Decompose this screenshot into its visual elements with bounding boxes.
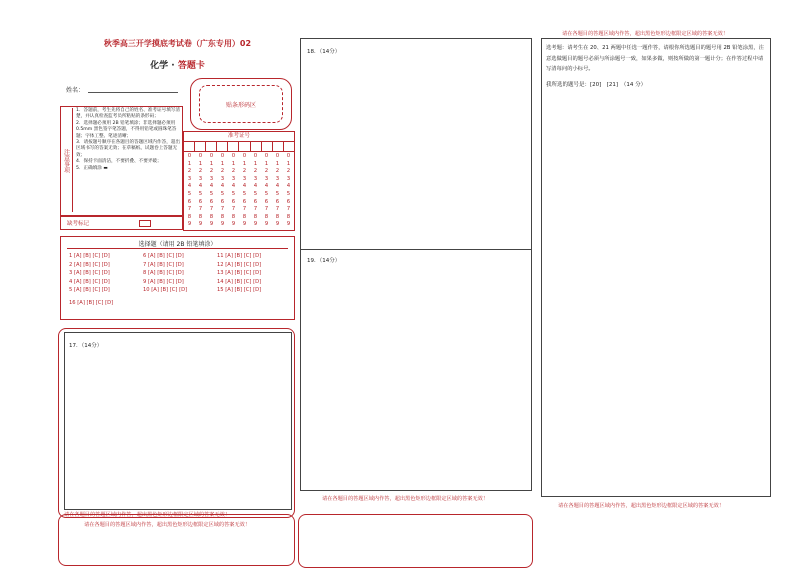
exam-number-bubble[interactable]: 5 xyxy=(264,190,269,197)
exam-number-bubble[interactable]: 9 xyxy=(187,221,192,228)
exam-number-bubble[interactable]: 1 xyxy=(242,160,247,167)
exam-number-bubble[interactable]: 4 xyxy=(264,183,269,190)
exam-number-column xyxy=(283,153,294,229)
exam-number-bubble[interactable]: 7 xyxy=(253,206,258,213)
exam-number-bubble[interactable]: 2 xyxy=(231,168,236,175)
choice-question-10[interactable]: 10 [A] [B] [C] [D] xyxy=(143,287,188,293)
title-separator: · xyxy=(171,61,175,71)
exam-number-bubble[interactable]: 7 xyxy=(242,206,247,213)
exam-number-bubble[interactable]: 1 xyxy=(231,160,236,167)
elective-answer-area[interactable] xyxy=(541,38,771,497)
exam-number-column xyxy=(228,153,239,229)
exam-title: 秋季高三开学摸底考试卷（广东专用）02 xyxy=(103,39,252,48)
exam-number-bubble[interactable]: 1 xyxy=(187,160,192,167)
exam-number-bubble[interactable]: 3 xyxy=(253,175,258,182)
choice-question-12[interactable]: 12 [A] [B] [C] [D] xyxy=(217,261,262,268)
exam-number-bubble[interactable]: 5 xyxy=(242,190,247,197)
notes-label: 注意事项 xyxy=(62,148,70,173)
exam-number-label: 准考证号 xyxy=(184,132,294,142)
exam-number-bubble[interactable]: 1 xyxy=(198,160,203,167)
exam-number-bubble[interactable]: 2 xyxy=(220,168,225,175)
exam-number-bubble[interactable]: 4 xyxy=(187,183,192,190)
absent-checkbox[interactable] xyxy=(139,220,151,227)
multiple-choice-title: 选择题（请用 2B 铅笔填涂） xyxy=(138,241,217,248)
exam-number-bubble[interactable]: 0 xyxy=(242,153,247,159)
exam-number-bubble[interactable]: 0 xyxy=(231,153,236,159)
barcode-label: 贴条形码区 xyxy=(199,85,283,123)
exam-number-column xyxy=(195,153,206,229)
exam-number-bubble[interactable]: 8 xyxy=(242,213,247,220)
exam-number-bubble[interactable]: 8 xyxy=(264,213,269,220)
exam-number-bubble[interactable]: 2 xyxy=(253,168,258,175)
exam-number-bubble[interactable]: 1 xyxy=(264,160,269,167)
name-field[interactable] xyxy=(88,92,178,93)
exam-number-column xyxy=(239,153,250,229)
answer-card-label: 答题卡 xyxy=(177,61,205,71)
exam-number-bubble[interactable]: 5 xyxy=(275,190,280,197)
exam-number-bubbles xyxy=(184,153,294,229)
exam-number-cell[interactable] xyxy=(262,141,273,151)
exam-number-column xyxy=(272,153,283,229)
exam-number-bubble[interactable]: 8 xyxy=(253,213,258,220)
exam-number-bubble[interactable]: 8 xyxy=(286,213,291,220)
exam-number-bubble[interactable]: 0 xyxy=(187,153,192,159)
exam-number-bubble[interactable]: 1 xyxy=(286,160,291,167)
exam-number-bubble[interactable]: 2 xyxy=(242,168,247,175)
exam-number-bubble[interactable]: 3 xyxy=(275,175,280,182)
q17-label: 17．（14分） xyxy=(69,343,103,349)
exam-number-bubble[interactable]: 5 xyxy=(253,190,258,197)
exam-number-bubble[interactable]: 4 xyxy=(198,183,203,190)
exam-number-bubble[interactable]: 5 xyxy=(286,190,291,197)
exam-number-bubble[interactable]: 7 xyxy=(275,206,280,213)
exam-number-bubble[interactable]: 3 xyxy=(286,175,291,182)
exam-number-bubble[interactable]: 9 xyxy=(286,221,291,228)
exam-number-bubble[interactable]: 9 xyxy=(264,221,269,228)
name-label: 姓名： xyxy=(66,87,85,94)
subject-name: 化学 xyxy=(150,61,169,71)
choice-question-2[interactable]: 2 [A] [B] [C] [D] xyxy=(69,261,110,268)
exam-number-bubble[interactable]: 3 xyxy=(220,175,225,182)
choice-question-15[interactable]: 15 [A] [B] [C] [D] xyxy=(217,287,262,293)
column3-top-warning: 请在各题目的答题区域内作答，超出黑色矩形边框限定区域的答案无效！ xyxy=(562,31,729,37)
choice-question-11[interactable]: 11 [A] [B] [C] [D] xyxy=(217,253,262,259)
exam-number-bubble[interactable]: 5 xyxy=(187,190,192,197)
exam-number-bubble[interactable]: 4 xyxy=(275,183,280,190)
notes-list xyxy=(72,108,184,212)
q19-answer-area[interactable] xyxy=(300,248,532,491)
column1-bottom-warning: 请在各题目的答题区域内作答，超出黑色矩形边框限定区域的答案无效！ xyxy=(84,522,251,528)
exam-number-bubble[interactable]: 9 xyxy=(198,221,203,228)
exam-number-bubble[interactable]: 8 xyxy=(231,213,236,220)
choice-question-1[interactable]: 1 [A] [B] [C] [D] xyxy=(69,253,110,259)
exam-number-bubble[interactable]: 8 xyxy=(198,213,203,220)
exam-number-cell[interactable] xyxy=(206,141,217,151)
exam-number-bubble[interactable]: 6 xyxy=(275,198,280,205)
exam-number-column xyxy=(261,153,272,229)
exam-number-bubble[interactable]: 4 xyxy=(220,183,225,190)
exam-number-bubble[interactable]: 1 xyxy=(209,160,214,167)
exam-number-bubble[interactable]: 3 xyxy=(242,175,247,182)
exam-number-cell[interactable] xyxy=(184,141,195,151)
q17-warning: 请在各题目的答题区域内作答，超出黑色矩形边框限定区域的答案无效！ xyxy=(64,512,231,518)
absent-mark-row xyxy=(60,216,183,230)
exam-number-bubble[interactable]: 9 xyxy=(253,221,258,228)
choice-question-4[interactable]: 4 [A] [B] [C] [D] xyxy=(69,278,110,285)
elective-selection: 我所选的题号是：[20] [21] （14 分） xyxy=(546,82,647,88)
exam-number-bubble[interactable]: 5 xyxy=(198,190,203,197)
exam-number-grid xyxy=(183,131,295,231)
exam-number-bubble[interactable]: 8 xyxy=(220,213,225,220)
exam-number-bubble[interactable]: 6 xyxy=(242,198,247,205)
exam-number-bubble[interactable]: 1 xyxy=(253,160,258,167)
exam-number-cell[interactable] xyxy=(228,141,239,151)
exam-number-bubble[interactable]: 7 xyxy=(187,206,192,213)
exam-number-bubble[interactable]: 8 xyxy=(187,213,192,220)
exam-number-bubble[interactable]: 7 xyxy=(209,206,214,213)
exam-number-bubble[interactable]: 3 xyxy=(264,175,269,182)
exam-number-bubble[interactable]: 6 xyxy=(220,198,225,205)
exam-number-bubble[interactable]: 2 xyxy=(264,168,269,175)
choice-question-8[interactable]: 8 [A] [B] [C] [D] xyxy=(143,270,184,276)
note-item: 4．保持卡面清洁，不要折叠、不要弄破； xyxy=(76,159,162,165)
exam-number-bubble[interactable]: 7 xyxy=(286,206,291,213)
choice-question-9[interactable]: 9 [A] [B] [C] [D] xyxy=(143,278,184,285)
exam-number-cell[interactable] xyxy=(251,141,262,151)
exam-number-bubble[interactable]: 7 xyxy=(231,206,236,213)
exam-number-entry-row xyxy=(184,141,294,152)
exam-number-bubble[interactable]: 9 xyxy=(242,221,247,228)
exam-number-bubble[interactable]: 2 xyxy=(209,168,214,175)
exam-number-bubble[interactable]: 2 xyxy=(187,168,192,175)
choice-question-13[interactable]: 13 [A] [B] [C] [D] xyxy=(217,270,262,276)
q19-label: 19．（14分） xyxy=(307,258,341,264)
exam-number-column xyxy=(217,153,228,229)
exam-number-bubble[interactable]: 9 xyxy=(220,221,225,228)
exam-number-bubble[interactable]: 6 xyxy=(187,198,192,205)
exam-number-bubble[interactable]: 2 xyxy=(275,168,280,175)
exam-number-bubble[interactable]: 6 xyxy=(264,198,269,205)
barcode-area xyxy=(190,78,292,130)
exam-number-bubble[interactable]: 7 xyxy=(264,206,269,213)
choice-question-5[interactable]: 5 [A] [B] [C] [D] xyxy=(69,287,110,293)
elective-instruction: 选考题：请考生在 20、21 两题中任选一题作答，请根你所选题目的题号用 2B 铅笔涂黑，注意选做题目的题号必须与所涂题号一致，如果多做，则按所做的第一题计分；在作答过程中请写清每问的小标号。 xyxy=(546,45,764,72)
exam-number-bubble[interactable]: 2 xyxy=(286,168,291,175)
exam-number-bubble[interactable]: 6 xyxy=(286,198,291,205)
exam-number-bubble[interactable]: 2 xyxy=(198,168,203,175)
exam-number-column xyxy=(250,153,261,229)
note-item: 3．请按题号顺序在各题目的答题区域内作答，超出区域书写的答案无效；在草稿纸、试题卷上答题无效； xyxy=(76,140,180,158)
exam-number-cell[interactable] xyxy=(217,141,228,151)
subject-title xyxy=(60,58,295,71)
choice-question-14[interactable]: 14 [A] [B] [C] [D] xyxy=(217,278,262,285)
exam-number-bubble[interactable]: 6 xyxy=(198,198,203,205)
exam-number-bubble[interactable]: 1 xyxy=(220,160,225,167)
note-item: 5．正确填涂 ▬ xyxy=(76,165,108,171)
absent-label: 缺考标记 xyxy=(67,221,90,227)
exam-number-bubble[interactable]: 0 xyxy=(286,153,291,159)
exam-number-bubble[interactable]: 9 xyxy=(209,221,214,228)
choice-question-3[interactable]: 3 [A] [B] [C] [D] xyxy=(69,270,110,276)
exam-number-bubble[interactable]: 9 xyxy=(231,221,236,228)
exam-number-bubble[interactable]: 3 xyxy=(198,175,203,182)
exam-number-bubble[interactable]: 4 xyxy=(209,183,214,190)
exam-number-bubble[interactable]: 6 xyxy=(209,198,214,205)
note-item: 2．选择题必须用 2B 铅笔填涂；非选择题必须用 0.5mm 黑色签字笔答题，不得用铅笔或圆珠笔答题；字体工整、笔迹清晰； xyxy=(76,120,177,139)
q18-label: 18．（14分） xyxy=(307,49,341,55)
exam-number-bubble[interactable]: 0 xyxy=(275,153,280,159)
choice-question-16[interactable]: 16 [A] [B] [C] [D] xyxy=(69,300,114,306)
exam-number-bubble[interactable]: 4 xyxy=(231,183,236,190)
note-item: 1．答题前，考生先将自己的姓名、准考证号填写清楚，并认真检查监考员所粘贴的条形码； xyxy=(76,108,180,120)
exam-number-bubble[interactable]: 6 xyxy=(231,198,236,205)
exam-number-bubble[interactable]: 0 xyxy=(209,153,214,159)
exam-number-bubble[interactable]: 5 xyxy=(209,190,214,197)
multiple-choice-section xyxy=(60,236,295,320)
q17-answer-area[interactable] xyxy=(64,332,292,510)
exam-number-cell[interactable] xyxy=(273,141,284,151)
exam-number-bubble[interactable]: 1 xyxy=(275,160,280,167)
exam-number-bubble[interactable]: 0 xyxy=(264,153,269,159)
exam-number-bubble[interactable]: 0 xyxy=(198,153,203,159)
exam-number-column xyxy=(206,153,217,229)
exam-number-bubble[interactable]: 5 xyxy=(220,190,225,197)
exam-number-cell[interactable] xyxy=(284,141,294,151)
exam-number-bubble[interactable]: 4 xyxy=(253,183,258,190)
exam-number-cell[interactable] xyxy=(239,141,250,151)
exam-number-bubble[interactable]: 8 xyxy=(275,213,280,220)
choice-question-6[interactable]: 6 [A] [B] [C] [D] xyxy=(143,253,184,259)
exam-number-cell[interactable] xyxy=(195,141,206,151)
exam-number-bubble[interactable]: 3 xyxy=(231,175,236,182)
exam-number-bubble[interactable]: 4 xyxy=(242,183,247,190)
exam-number-bubble[interactable]: 7 xyxy=(198,206,203,213)
column3-bottom-warning: 请在各题目的答题区域内作答，超出黑色矩形边框限定区域的答案无效！ xyxy=(558,503,725,509)
exam-number-bubble[interactable]: 3 xyxy=(209,175,214,182)
column2-warning: 请在各题目的答题区域内作答，超出黑色矩形边框限定区域的答案无效！ xyxy=(322,496,489,502)
choice-question-7[interactable]: 7 [A] [B] [C] [D] xyxy=(143,261,184,268)
column2-bottom-frame xyxy=(298,514,533,568)
exam-number-bubble[interactable]: 6 xyxy=(253,198,258,205)
exam-number-bubble[interactable]: 0 xyxy=(253,153,258,159)
q18-answer-area[interactable] xyxy=(300,38,532,250)
exam-number-column xyxy=(184,153,195,229)
exam-number-bubble[interactable]: 4 xyxy=(286,183,291,190)
exam-number-bubble[interactable]: 9 xyxy=(275,221,280,228)
exam-number-bubble[interactable]: 5 xyxy=(231,190,236,197)
exam-number-bubble[interactable]: 8 xyxy=(209,213,214,220)
exam-number-bubble[interactable]: 3 xyxy=(187,175,192,182)
exam-number-bubble[interactable]: 0 xyxy=(220,153,225,159)
exam-number-bubble[interactable]: 7 xyxy=(220,206,225,213)
